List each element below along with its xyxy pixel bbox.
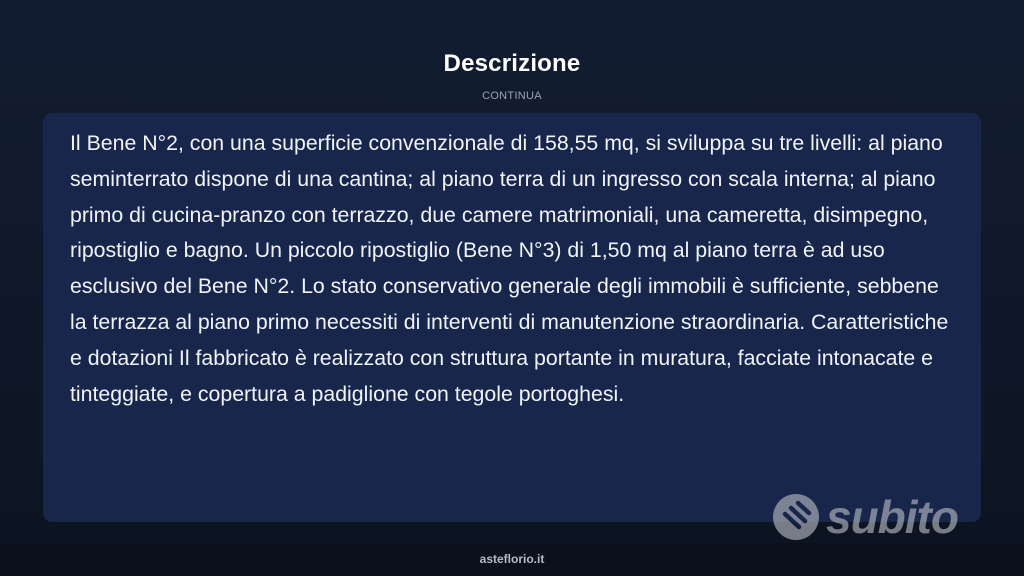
continue-label: CONTINUA [482, 90, 542, 102]
description-text: Il Bene N°2, con una superficie convenzionale di 158,55 mq, si sviluppa su tre livelli: al piano seminterrato dispone di una cantina; al piano terra di un ingresso con scala interna; al piano primo di cucina-pranzo con terrazzo, due camere matrimoniali, una cameretta, disimpegno, ripostiglio e bagno. Un piccolo ripostiglio (Bene N°3) di 1,50 mq al piano terra è ad uso esclusivo del Bene N°2. Lo stato conservativo generale degli immobili è sufficiente, sebbene la terrazza al piano primo necessiti di interventi di manutenzione straordinaria. Caratteristiche e dotazioni Il fabbricato è realizzato con struttura portante in muratura, facciate intonacate e tinteggiate, e copertura a padiglione con tegole portoghesi. [70, 131, 949, 406]
subito-watermark [772, 490, 982, 544]
page-title: Descrizione [443, 50, 581, 77]
subito-brand-text: subito [826, 491, 958, 543]
footer-source: asteflorio.it [479, 552, 545, 566]
subito-logo-icon [772, 493, 820, 541]
description-card [43, 113, 981, 522]
